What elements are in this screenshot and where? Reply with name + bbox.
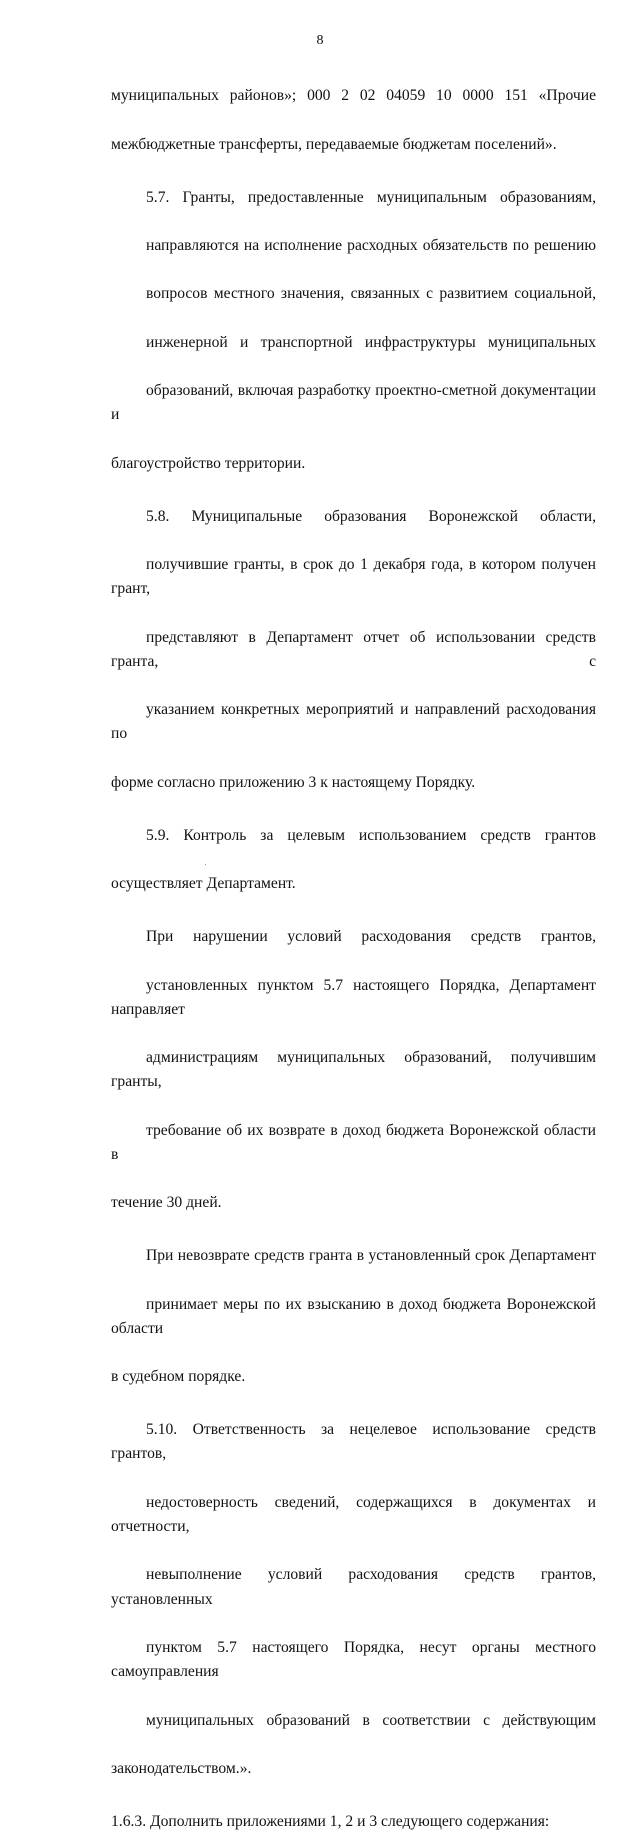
- scan-speck: [205, 864, 206, 865]
- paragraph-5-8: [111, 480, 596, 795]
- text-line: недостоверность сведений, содержащихся в документах и отчетности,: [111, 1493, 596, 1535]
- paragraph-violation: [111, 901, 596, 1216]
- text-line: представляют в Департамент отчет об использовании средств гранта, с: [111, 628, 596, 670]
- text-line: инженерной и транспортной инфраструктуры муниципальных: [146, 333, 596, 351]
- document-body: [111, 60, 596, 1839]
- text-line: получившие гранты, в срок до 1 декабря года, в котором получен грант,: [111, 556, 596, 598]
- text-line: осуществляет Департамент.: [111, 875, 296, 893]
- text-line: течение 30 дней.: [111, 1194, 222, 1212]
- paragraph-5-10: [111, 1394, 596, 1781]
- text-line: образований, включая разработку проектно-сметной документации и: [111, 382, 596, 424]
- text-line: 5.8. Муниципальные образования Воронежской области,: [146, 507, 596, 525]
- text-line: 5.10. Ответственность за нецелевое использование средств грантов,: [111, 1421, 596, 1463]
- text-line: 1.6.3. Дополнить приложениями 1, 2 и 3 следующего содержания:: [111, 1812, 550, 1830]
- text-line: муниципальных районов»; 000 2 02 04059 10 0000 151 «Прочие: [111, 87, 596, 105]
- text-line: муниципальных образований в соответствии с действующим: [146, 1711, 596, 1729]
- text-line: 5.9. Контроль за целевым использованием средств грантов: [146, 826, 596, 844]
- text-line: 5.7. Гранты, предоставленные муниципальным образованиям,: [146, 188, 596, 206]
- text-line: межбюджетные трансферты, передаваемые бюджетам поселений».: [111, 135, 557, 153]
- text-line: требование об их возврате в доход бюджета Воронежской области в: [111, 1121, 596, 1163]
- text-line: вопросов местного значения, связанных с развитием социальной,: [146, 285, 596, 303]
- text-line: законодательством.».: [111, 1760, 252, 1778]
- paragraph-5-7: [111, 161, 596, 476]
- text-line: пунктом 5.7 настоящего Порядка, несут органы местного самоуправления: [111, 1639, 596, 1681]
- paragraph-budget-code: [111, 60, 596, 157]
- text-line: При невозврате средств гранта в установленный срок Департамент: [146, 1247, 596, 1265]
- paragraph-1-6-3: [111, 1786, 596, 1834]
- text-line: При нарушении условий расходования средств грантов,: [146, 928, 596, 946]
- text-line: указанием конкретных мероприятий и направлений расходования по: [111, 701, 596, 743]
- text-line: благоустройство территории.: [111, 454, 306, 472]
- text-line: направляются на исполнение расходных обязательств по решению: [146, 236, 596, 254]
- paragraph-non-return: [111, 1220, 596, 1389]
- text-line: форме согласно приложению 3 к настоящему Порядку.: [111, 773, 476, 791]
- text-line: невыполнение условий расходования средств грантов, установленных: [111, 1566, 596, 1608]
- text-line: принимает меры по их взысканию в доход бюджета Воронежской области: [111, 1295, 596, 1337]
- paragraph-5-9: [111, 800, 596, 897]
- text-line: администрациям муниципальных образований, получившим гранты,: [111, 1049, 596, 1091]
- text-line: в судебном порядке.: [111, 1368, 246, 1386]
- page-number: 8: [316, 33, 324, 48]
- text-line: установленных пунктом 5.7 настоящего Порядка, Департамент направляет: [111, 976, 596, 1018]
